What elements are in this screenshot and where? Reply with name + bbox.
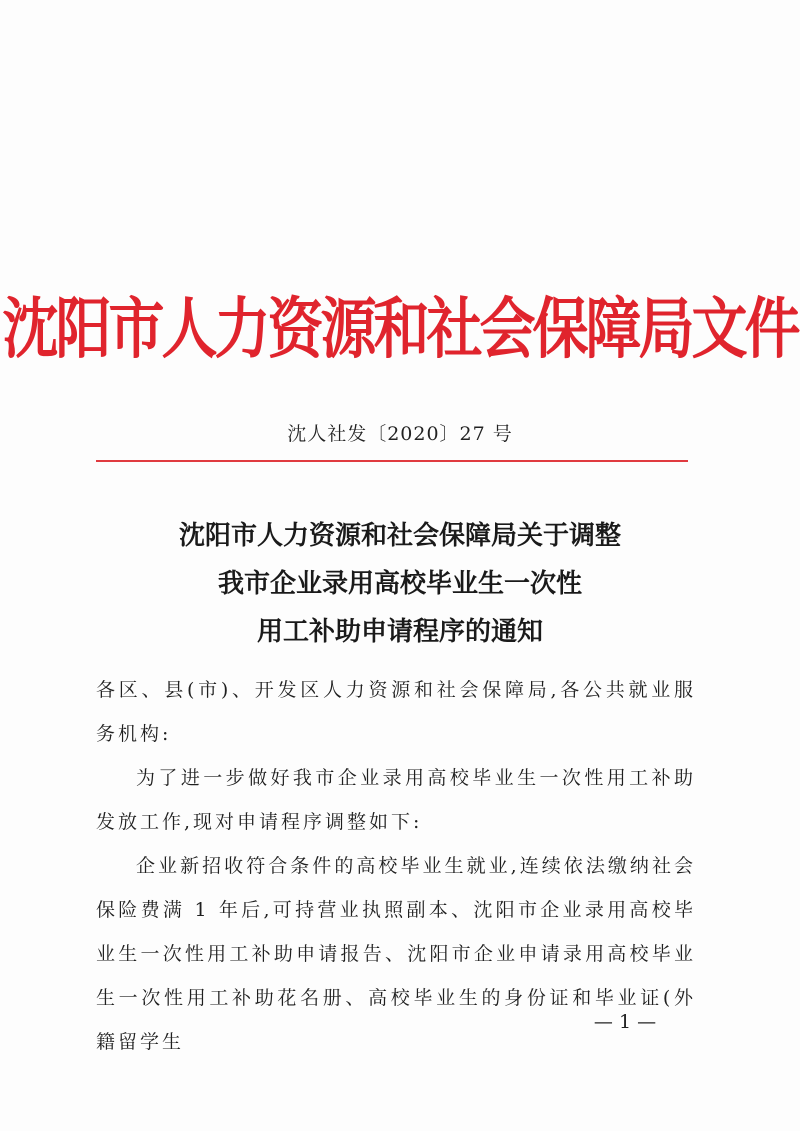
title-line-1: 沈阳市人力资源和社会保障局关于调整 [178, 521, 621, 551]
document-title [0, 512, 800, 656]
page-number: — 1 — [593, 1011, 657, 1033]
body-paragraph-2: 企业新招收符合条件的高校毕业生就业,连续依法缴纳社会保险费满 1 年后,可持营业执照副本、沈阳市企业录用高校毕业生一次性用工补助申请报告、沈阳市企业申请录用高校毕业生一次性用工补助花名册、高校毕业生的身份证和毕业证(外籍留学生 [96, 855, 696, 1053]
issuer-header: 沈阳市人力资源和社会保障局文件 [2, 290, 798, 369]
title-line-3: 用工补助申请程序的通知 [256, 617, 543, 647]
red-divider-line [96, 460, 688, 462]
salutation: 各区、县(市)、开发区人力资源和社会保障局,各公共就业服务机构: [96, 679, 696, 745]
document-number: 沈人社发〔2020〕27 号 [287, 423, 513, 445]
body-paragraph-1: 为了进一步做好我市企业录用高校毕业生一次性用工补助发放工作,现对申请程序调整如下: [96, 767, 696, 833]
title-line-2: 我市企业录用高校毕业生一次性 [217, 569, 582, 599]
